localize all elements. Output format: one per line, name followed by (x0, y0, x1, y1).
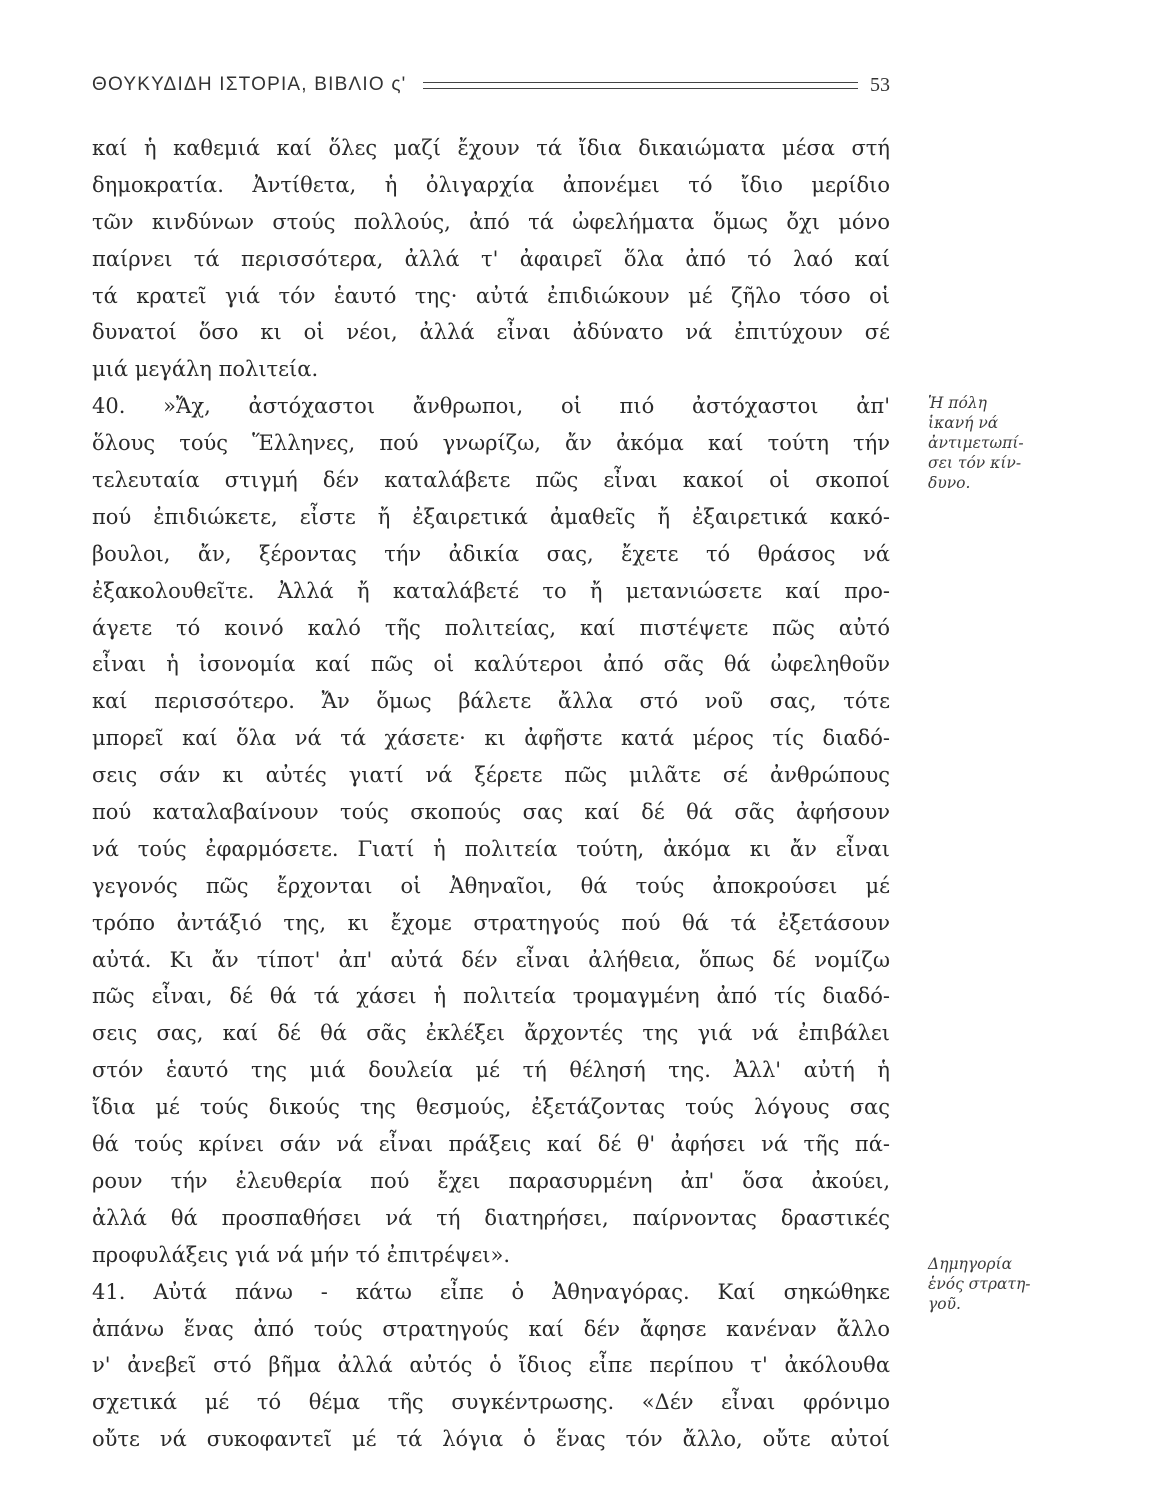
margin-note-general-speech (928, 1254, 1068, 1314)
text-line: στόν ἑαυτό της μιά δουλεία μέ τή θέλησή της. Ἀλλ' αὐτή ἡ (92, 1058, 890, 1083)
text-line: εἶναι ἡ ἰσονομία καί πῶς οἱ καλύτεροι ἀπό σᾶς θά ὠφεληθοῦν (92, 652, 890, 677)
text-line: σχετικά μέ τό θέμα τῆς συγκέντρωσης. «Δέν εἶναι φρόνιμο (92, 1390, 890, 1415)
text-line: άγετε τό κοινό καλό τῆς πολιτείας, καί πιστέψετε πῶς αὐτό (92, 615, 890, 640)
text-line: οὔτε νά συκοφαντεῖ μέ τά λόγια ὁ ἕνας τόν ἄλλο, οὔτε αὐτοί (92, 1427, 890, 1452)
text-line: νά τούς ἐφαρμόσετε. Γιατί ἡ πολιτεία τούτη, ἀκόμα κι ἄν εἶναι (92, 836, 890, 861)
text-line: γεγονός πῶς ἔρχονται οἱ Ἀθηναῖοι, θά τούς ἀποκρούσει μέ (92, 873, 890, 898)
text-line: καί περισσότερο. Ἄν ὅμως βάλετε ἄλλα στό νοῦ σας, τότε (92, 689, 890, 714)
text-line: βουλοι, ἄν, ξέροντας τήν ἀδικία σας, ἔχετε τό θράσος νά (92, 541, 890, 566)
text-line: μιά μεγάλη πολιτεία. (92, 357, 319, 382)
text-line: ἴδια μέ τούς δικούς της θεσμούς, ἐξετάζοντας τούς λόγους σας (92, 1095, 890, 1120)
margin-note-city-able (928, 393, 1068, 493)
running-head (92, 70, 890, 100)
margin-note-line: ἱκανή νά (928, 414, 999, 432)
text-line: παίρνει τά περισσότερα, ἀλλά τ' ἀφαιρεῖ ὅλα ἀπό τό λαό καί (92, 246, 890, 271)
text-line: πού καταλαβαίνουν τούς σκοπούς σας καί δέ θά σᾶς ἀφήσουν (92, 800, 890, 825)
text-line: σεις σάν κι αὐτές γιατί νά ξέρετε πῶς μιλᾶτε σέ ἀνθρώπους (92, 763, 890, 788)
text-line: σεις σας, καί δέ θά σᾶς ἐκλέξει ἄρχοντές της γιά νά ἐπιβάλει (92, 1021, 890, 1046)
section-40-start: 40. »Ἄχ, ἀστόχαστοι ἄνθρωποι, οἱ πιό ἀστόχαστοι ἀπ' (92, 394, 890, 419)
margin-note-line: δυνο. (928, 474, 971, 492)
text-line: ἐξακολουθεῖτε. Ἀλλά ἤ καταλάβετέ το ἤ μετανιώσετε καί προ- (92, 578, 890, 603)
text-line: θά τούς κρίνει σάν νά εἶναι πράξεις καί δέ θ' ἀφήσει νά τῆς πά- (92, 1132, 890, 1157)
margin-note-line: ἑνός στρατη- (928, 1275, 1031, 1293)
margin-note-line: Ἡ πόλη (928, 394, 987, 412)
text-line: ὅλους τούς Ἕλληνες, πού γνωρίζω, ἄν ἀκόμα καί τούτη τήν (92, 431, 890, 456)
text-line: δυνατοί ὅσο κι οἱ νέοι, ἀλλά εἶναι ἀδύνατο νά ἐπιτύχουν σέ (92, 320, 890, 345)
margin-note-line: σει τόν κίν- (928, 454, 1022, 472)
text-line: προφυλάξεις γιά νά μήν τό ἐπιτρέψει». (92, 1242, 510, 1267)
margin-note-line: Δημηγορία (928, 1255, 1013, 1273)
text-line: ρουν τήν ἐλευθερία πού ἔχει παρασυρμένη ἀπ' ὅσα ἀκούει, (92, 1168, 890, 1193)
text-line: δημοκρατία. Ἀντίθετα, ἡ ὀλιγαρχία ἀπονέμει τό ἴδιο μερίδιο (92, 172, 890, 197)
text-line: πῶς εἶναι, δέ θά τά χάσει ἡ πολιτεία τρομαγμένη ἀπό τίς διαδό- (92, 984, 890, 1009)
text-line: ν' ἀνεβεῖ στό βῆμα ἀλλά αὐτός ὁ ἴδιος εἶπε περίπου τ' ἀκόλουθα (92, 1353, 890, 1378)
page-number: 53 (870, 73, 890, 96)
margin-note-line: ἀντιμετωπί- (928, 434, 1024, 452)
text-line: τρόπο ἀντάξιό της, κι ἔχομε στρατηγούς πού θά τά ἐξετάσουν (92, 910, 890, 935)
text-line: τελευταία στιγμή δέν καταλάβετε πῶς εἶναι κακοί οἱ σκοποί (92, 468, 890, 493)
section-41-start: 41. Αὐτά πάνω - κάτω εἶπε ὁ Ἀθηναγόρας. Καί σηκώθηκε (92, 1279, 890, 1304)
text-line: ἀπάνω ἕνας ἀπό τούς στρατηγούς καί δέν ἄφησε κανέναν ἄλλο (92, 1316, 890, 1341)
body-text (92, 130, 890, 1458)
text-line: τῶν κινδύνων στούς πολλούς, ἀπό τά ὠφελήματα ὅμως ὄχι μόνο (92, 209, 890, 234)
text-line: ἀλλά θά προσπαθήσει νά τή διατηρήσει, παίρνοντας δραστικές (92, 1205, 890, 1230)
running-title: ΘΟΥΚΥΔΙΔΗ ΙΣΤΟΡΙΑ, ΒΙΒΛΙΟ ς' (92, 74, 407, 95)
header-double-rule (423, 82, 859, 89)
text-line: καί ἡ καθεμιά καί ὅλες μαζί ἔχουν τά ἴδια δικαιώματα μέσα στή (92, 136, 890, 160)
text-line: αὐτά. Κι ἄν τίποτ' ἀπ' αὐτά δέν εἶναι ἀλήθεια, ὅπως δέ νομίζω (92, 947, 890, 972)
text-line: τά κρατεῖ γιά τόν ἑαυτό της· αὐτά ἐπιδιώκουν μέ ζῆλο τόσο οἱ (92, 283, 890, 308)
text-line: μπορεῖ καί ὅλα νά τά χάσετε· κι ἀφῆστε κατά μέρος τίς διαδό- (92, 726, 890, 751)
text-line: πού ἐπιδιώκετε, εἶστε ἤ ἐξαιρετικά ἀμαθεῖς ἤ ἐξαιρετικά κακό- (92, 504, 890, 529)
margin-note-line: γοῦ. (928, 1295, 961, 1313)
